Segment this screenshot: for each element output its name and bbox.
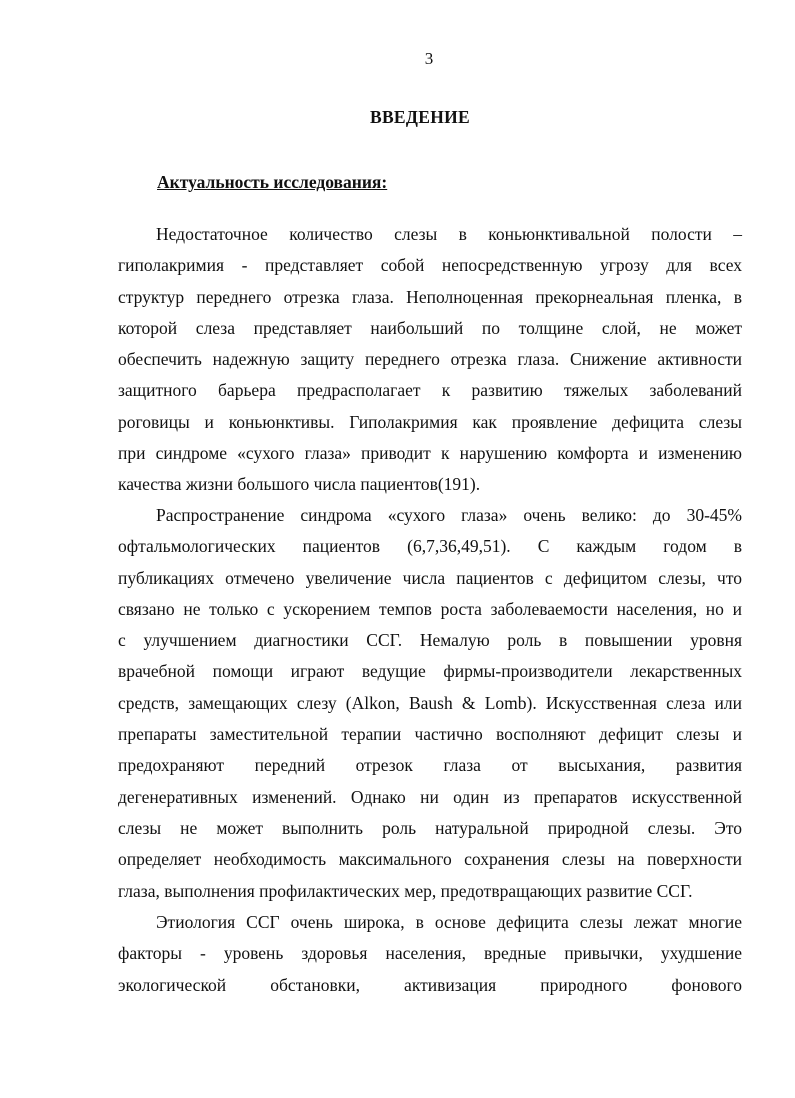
paragraph-1 [118,219,742,501]
text-line: связано не только с ускорением темпов роста заболеваемости населения, но и [118,598,742,619]
text-line: которой слеза представляет наибольший по толщине слой, не может [118,317,742,338]
text-line: препараты заместительной терапии частично восполняют дефицит слезы и [118,724,742,745]
text-line: обеспечить надежную защиту переднего отрезка глаза. Снижение активности [118,349,742,370]
text-line: Распространение синдрома «сухого глаза» очень велико: до 30-45% [156,505,742,525]
paragraph-3 [118,907,742,1001]
text-line: дегенеративных изменений. Однако ни один из препаратов искусственной [118,786,742,807]
paragraph-2 [118,500,742,907]
text-line: с улучшением диагностики ССГ. Немалую роль в повышении уровня [118,630,742,651]
text-line: экологической обстановки, активизация природного фонового [118,974,742,995]
page-number: 3 [424,49,434,68]
text-line: гиполакримия - представляет собой непосредственную угрозу для всех [118,255,742,276]
text-line: публикациях отмечено увеличение числа пациентов с дефицитом слезы, что [118,567,742,588]
text-line: факторы - уровень здоровья населения, вредные привычки, ухудшение [118,943,742,964]
text-line: офтальмологических пациентов (6,7,36,49,51). С каждым годом в [118,536,742,557]
text-line: глаза, выполнения профилактических мер, предотвращающих развитие ССГ. [118,880,693,901]
text-line: Этиология ССГ очень широка, в основе дефицита слезы лежат многие [156,912,742,932]
page-title: ВВЕДЕНИЕ [369,107,471,127]
text-line: при синдроме «сухого глаза» приводит к нарушению комфорта и изменению [118,443,742,464]
text-line: врачебной помощи играют ведущие фирмы-производители лекарственных [118,661,742,682]
text-line: качества жизни большого числа пациентов(191). [118,474,481,495]
text-line: слезы не может выполнить роль натуральной природной слезы. Это [118,817,742,838]
text-line: защитного барьера предрасполагает к развитию тяжелых заболеваний [118,380,742,401]
text-line: Недостаточное количество слезы в коньюнктивальной полости – [156,224,742,244]
text-line: роговицы и коньюнктивы. Гиполакримия как проявление дефицита слезы [118,411,742,432]
text-line: предохраняют передний отрезок глаза от высыхания, развития [118,755,742,776]
text-line: средств, замещающих слезу (Alkon, Baush & Lomb). Искусственная слеза или [118,692,742,713]
text-line: определяет необходимость максимального сохранения слезы на поверхности [118,849,742,870]
text-line: структур переднего отрезка глаза. Неполноценная прекорнеальная пленка, в [118,286,742,307]
section-heading: Актуальность исследования: [157,172,388,192]
